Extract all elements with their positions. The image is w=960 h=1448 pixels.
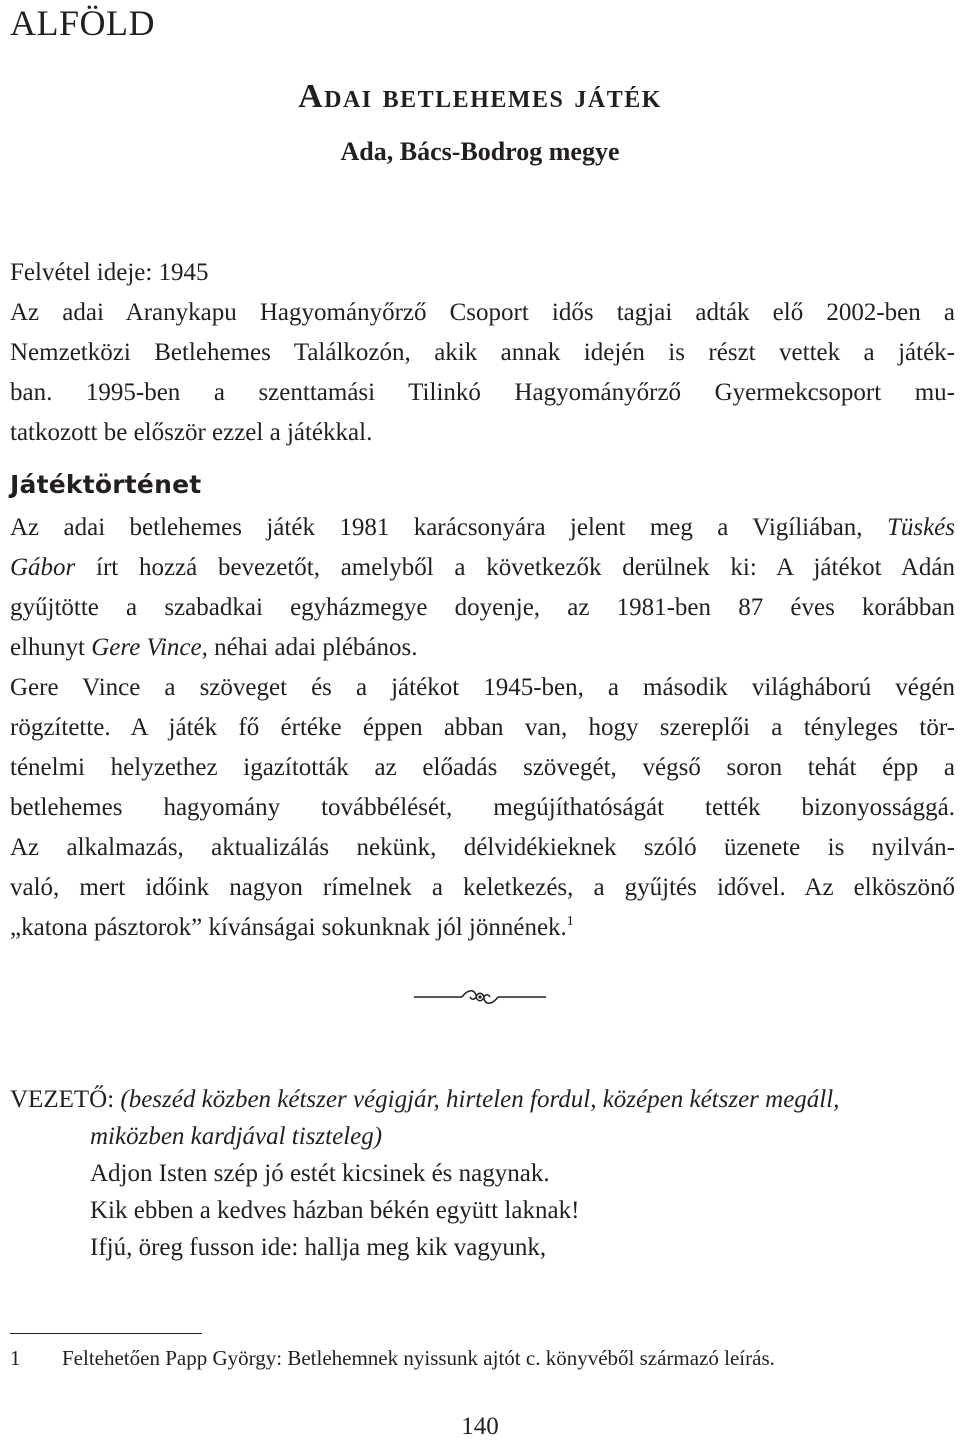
history-line: való, mert időink nagyon rímelnek a keletkezés, a gyűjtés idővel. Az elköszönő [10, 874, 955, 901]
history-line: rögzítette. A játék fő értéke éppen abban van, hogy szereplői a tényleges tör- [10, 714, 955, 741]
footnote-ref: 1 [566, 914, 574, 929]
play-speech [10, 1081, 955, 1266]
running-header: ALFÖLD [10, 3, 155, 43]
verse-line: Kik ebben a kedves házban békén együtt laknak! [90, 1197, 580, 1224]
history-line: ténelmi helyzethez igazították az előadás szövegét, végső soron tehát épp a [10, 754, 955, 781]
footnote-number: 1 [10, 1346, 21, 1370]
stage-direction: (beszéd közben kétszer végigjár, hirtelen fordul, középen kétszer megáll, [120, 1086, 840, 1113]
history-line: betlehemes hagyomány továbbélését, megújíthatóságát tették bizonyossággá. [10, 794, 955, 821]
history-paragraph [10, 508, 955, 948]
page-subtitle: Ada, Bács-Bodrog megye [340, 137, 620, 166]
footnote-text: Feltehetően Papp György: Betlehemnek nyissunk ajtót c. könyvéből származó leírás. [62, 1346, 775, 1370]
person-name: Gere Vince, [91, 634, 208, 661]
history-line: gyűjtötte a szabadkai egyházmegye doyenje, az 1981-ben 87 éves korábban [10, 594, 955, 621]
page-title: Adai betlehemes játék [298, 78, 662, 115]
author-name: Tüskés [886, 514, 955, 541]
verse-line: Ifjú, öreg fusson ide: hallja meg kik vagyunk, [90, 1234, 547, 1261]
history-line: elhunyt Gere Vince, néhai adai plébános. [10, 634, 418, 661]
ornament-divider-icon [410, 982, 550, 1012]
speech-direction-line [10, 1081, 955, 1118]
author-name: Gábor [10, 554, 76, 581]
intro-paragraph [10, 253, 955, 453]
intro-line: Az adai Aranykapu Hagyományőrző Csoport idős tagjai adták elő 2002-ben a [10, 299, 955, 326]
footnote [10, 1346, 775, 1371]
history-line: „katona pásztorok” kívánságai sokunknak jól jönnének.$^1$ [10, 914, 574, 941]
intro-line: tatkozott be először ezzel a játékkal. [10, 419, 373, 446]
stage-direction: miközben kardjával tiszteleg) [90, 1123, 383, 1150]
history-line: Az alkalmazás, aktualizálás nekünk, délvidékieknek szóló üzenete is nyilván- [10, 834, 955, 861]
speaker-name: VEZETŐ: [10, 1086, 115, 1113]
verse-line: Adjon Isten szép jó estét kicsinek és nagynak. [90, 1160, 550, 1187]
history-line: Gábor írt hozzá bevezetőt, amelyből a következők derülnek ki: A játékot Adán [10, 554, 956, 581]
section-heading: Játéktörténet [10, 470, 202, 499]
history-line: Az adai betlehemes játék 1981 karácsonyára jelent meg a Vigíliában, Tüskés [10, 514, 955, 541]
page-number: 140 [461, 1413, 499, 1440]
intro-line: ban. 1995-ben a szenttamási Tilinkó Hagyományőrző Gyermekcsoport mu- [10, 379, 955, 406]
intro-line: Felvétel ideje: 1945 [10, 259, 209, 286]
intro-line: Nemzetközi Betlehemes Találkozón, akik annak idején is részt vettek a játék- [10, 339, 955, 366]
history-line: Gere Vince a szöveget és a játékot 1945-ben, a második világháború végén [10, 674, 955, 701]
footnote-rule [10, 1333, 202, 1334]
